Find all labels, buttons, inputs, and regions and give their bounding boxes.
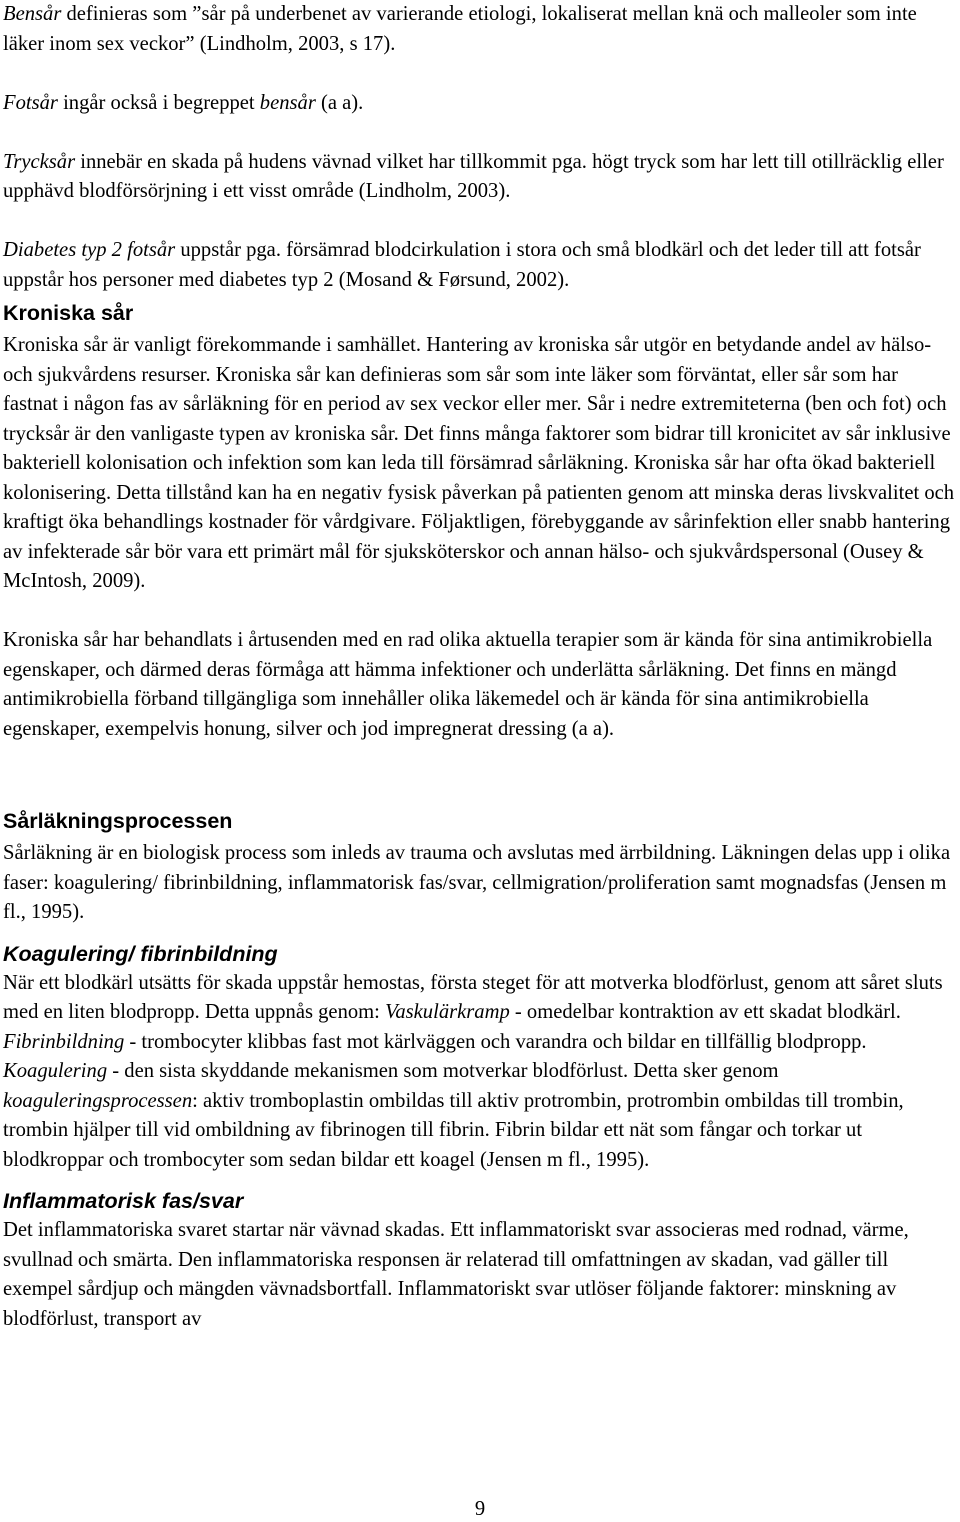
paragraph-text: innebär en skada på hudens vävnad vilket har tillkommit pga. högt tryck som har lett till otillräcklig eller upphävd blodförsörjning i ett visst område (Lindholm, 2003). — [3, 150, 944, 202]
page-number: 9 — [474, 1498, 486, 1520]
paragraph-text: - omedelbar kontraktion av ett skadat blodkärl. — [509, 1001, 901, 1023]
heading-sarlakningsprocessen: Sårläkningsprocessen — [3, 809, 233, 833]
paragraph-sarlakning: Sårläkning är en biologisk process som inleds av trauma och avslutas med ärrbildning. Läkningen delas upp i olika faser: koagulering/ fibrinbildning, inflammatorisk fas/svar, cellmigration/proliferation samt mognadsfas (Jensen m fl., 1995). — [3, 842, 951, 923]
term-fibrinbildning: Fibrinbildning — [3, 1030, 125, 1053]
term-trycksar: Trycksår — [3, 150, 76, 173]
term-fotsar: Fotsår — [3, 91, 58, 114]
term-vaskularkramp: Vaskulärkramp — [385, 1001, 510, 1023]
spacer — [3, 744, 955, 803]
paragraph-kroniska-1: Kroniska sår är vanligt förekommande i samhället. Hantering av kroniska sår utgör en betydande andel av hälso- och sjukvårdens resurser. Kroniska sår kan definieras som sår som inte läker som förväntat, eller sår som har fastnat i någon fas av sårläkning för en period av sex veckor eller mer. Sår i nedre extremiteterna (ben och fot) och trycksår är den vanligaste typen av kroniska sår. Det finns många faktorer som bidrar till kronicitet av sår inklusive bakteriell kolonisation och infektion som kan leda till försämrad sårläkning. Kroniska sår har ofta ökad bakteriell kolonisering. Detta tillstånd kan ha en negativ fysisk påverkan på patienten genom att minska deras livskvalitet och kraftigt öka behandlings kostnader för vårdgivare. Följaktligen, förebyggande av sårinfektion eller snabb hantering av infekterade sår bör vara ett primärt mål för sjuksköterskor och annan hälso- och sjukvårdspersonal (Ousey & McIntosh, 2009). — [3, 334, 955, 592]
term-koagulering: Koagulering — [3, 1060, 108, 1082]
paragraph-diabetes — [3, 236, 955, 295]
paragraph-text: uppstår pga. försämrad blodcirkulation i stora och små blodkärl och det leder till att fotsår uppstår hos personer med diabetes typ 2 (Mosand & Førsund, 2002). — [3, 239, 921, 291]
term-koaguleringsprocessen: koaguleringsprocessen — [3, 1089, 193, 1112]
term-diabetes: Diabetes typ 2 fotsår — [3, 239, 176, 261]
heading-koagulering: Koagulering/ fibrinbildning — [3, 941, 278, 966]
paragraph-text: - den sista skyddande mekanismen som motverkar blodförlust. Detta sker genom — [107, 1060, 779, 1082]
term-bensar-ref: bensår — [259, 91, 316, 114]
paragraph-text: : aktiv tromboplastin ombildas till aktiv protrombin, protrombin ombildas till trombin, trombin hjälper till vid ombildning av fibrinogen till fibrin. Fibrin bildar ett nät som fångar och torkar ut blodkroppar och trombocyter som sedan bildar ett koagel (Jensen m fl., 1995). — [3, 1089, 904, 1171]
paragraph-bensar — [3, 0, 955, 59]
paragraph-text: - trombocyter klibbas fast mot kärlväggen och varandra och bildar en tillfällig blodpropp. — [124, 1030, 867, 1053]
paragraph-koagulering — [3, 969, 955, 1176]
heading-inflammatorisk: Inflammatorisk fas/svar — [3, 1189, 244, 1213]
paragraph-text: ingår också i begreppet — [57, 91, 260, 114]
document-page — [3, 0, 955, 1334]
spacer — [3, 1175, 955, 1187]
paragraph-trycksar — [3, 148, 955, 207]
paragraph-text: definieras som ”sår på underbenet av varierande etiologi, lokaliserat mellan knä och malleoler som inte läker inom sex veckor” (Lindholm, 2003, s 17). — [3, 3, 917, 55]
paragraph-fotsar — [3, 89, 955, 119]
paragraph-text: När ett blodkärl utsätts för skada uppstår hemostas, första steget för att motverka blodförlust, genom att såret sluts med en liten blodpropp. Detta uppnås genom: — [3, 971, 943, 1023]
paragraph-kroniska-2: Kroniska sår har behandlats i årtusenden med en rad olika aktuella terapier som är kända för sina antimikrobiella egenskaper, och därmed deras förmåga att hämma infektioner och underlätta sårläkning. Det finns en mängd antimikrobiella förband tillgängliga som innehåller olika läkemedel och är kända för sina antimikrobiella egenskaper, exempelvis honung, silver och jod impregnerat dressing (a a). — [3, 629, 933, 740]
spacer — [3, 928, 955, 940]
paragraph-inflammatorisk: Det inflammatoriska svaret startar när vävnad skadas. Ett inflammatoriskt svar associeras med rodnad, värme, svullnad och smärta. Den inflammatoriska responsen är relaterad till omfattningen av skadan, vad gäller till exempel sårdjup och mängden vävnadsbortfall. Inflammatoriskt svar utlöser följande faktorer: minskning av blodförlust, transport av — [3, 1219, 909, 1330]
heading-kroniska-sar: Kroniska sår — [3, 301, 134, 325]
paragraph-text: (a a). — [315, 91, 364, 114]
term-bensar: Bensår — [3, 3, 62, 25]
